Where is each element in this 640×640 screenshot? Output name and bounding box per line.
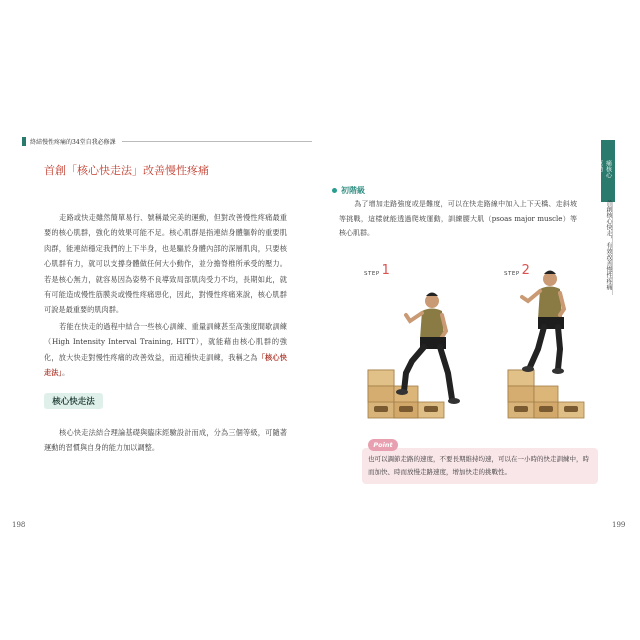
point-text: 也可以調節走路的速度，不要長期維持均速，可以在一小時的快走訓練中，時而加快、時而放慢走路速度，增加快走的挑戰性。 [368, 455, 589, 476]
running-head-text: 終結慢性疼痛的34堂自我必修課 [30, 138, 116, 146]
paragraph-1 [44, 210, 287, 318]
paragraph-2 [44, 319, 287, 381]
point-tag: Point [368, 439, 398, 451]
man-figure-2 [522, 271, 564, 375]
running-head-marker [22, 137, 26, 146]
chapter-side-rail: 首創核心快走，有效改善慢性疼痛 [605, 200, 612, 290]
paragraph-2-text: 若能在快走的過程中結合一些核心訓練、重量訓練甚至高強度間歇訓練（High Intensity Interval Training, HITT），就能藉由核心肌群的強化，放大快走對慢性疼痛的改善效益，而這種快走訓練，我稱之為 [44, 322, 287, 362]
running-head-rule [122, 141, 312, 142]
paragraph-3-text: 核心快走法結合理論基礎與臨床經驗設計而成，分為三個等級，可隨著運動的習慣與自身的能力加以調整。 [44, 428, 287, 453]
step-2-illustration [494, 265, 634, 425]
sub-heading: 核心快走法 [44, 393, 103, 409]
man-figure-1 [396, 293, 460, 405]
step-1-word: STEP [364, 271, 380, 277]
left-page [12, 135, 322, 530]
level-heading [332, 185, 365, 196]
wooden-boxes-2 [508, 370, 584, 418]
step-2-number: 2 [521, 263, 530, 278]
step-2-word: STEP [504, 271, 520, 277]
paragraph-1-text: 走路或快走雖然簡單易行、號稱最完美的運動，但對改善慢性疼痛最重要的核心肌群，強化的效果可能不足。核心肌群是指連結身體軀幹的重要肌肉群，能連結穩定我們的上下半身，也是驅於身體內部的深層肌肉，只要核心肌群有力，就可以支撐身體做任何大小動作，並分擔脊椎所承受的壓力。若是核心無力，就容易因為姿勢不良導致局部肌肉受力不均，長期如此，就有可能造成慢性筋膜炎或慢性疼痛惡化，因此，對慢性疼痛來說，核心肌群可說是最重要的肌肉群。 [44, 213, 287, 315]
page-number-right: 199 [612, 521, 626, 529]
paragraph-2-end: 。 [61, 368, 70, 378]
chapter-side-tab: 慢性疼痛核心運動 [601, 140, 615, 202]
bullet-dot-icon [332, 188, 337, 193]
right-page [322, 135, 626, 530]
step-1-illustration [354, 265, 494, 425]
level-label: 初階級 [341, 186, 365, 195]
paragraph-4 [339, 197, 577, 241]
paragraph-4-text: 為了增加走路強度或是難度，可以在快走路線中加入上下天橋、走斜坡等挑戰，這樣就能透過爬坡運動，訓練腰大肌（psoas major muscle）等核心肌群。 [339, 200, 577, 238]
step-1-number: 1 [381, 263, 390, 278]
paragraph-3 [44, 425, 287, 456]
section-title: 首創「核心快走法」改善慢性疼痛 [44, 164, 209, 177]
page-number-left: 198 [12, 521, 26, 529]
paragraph-2-highlight: 「核心快走法」 [44, 352, 287, 378]
book-spread [12, 135, 626, 530]
